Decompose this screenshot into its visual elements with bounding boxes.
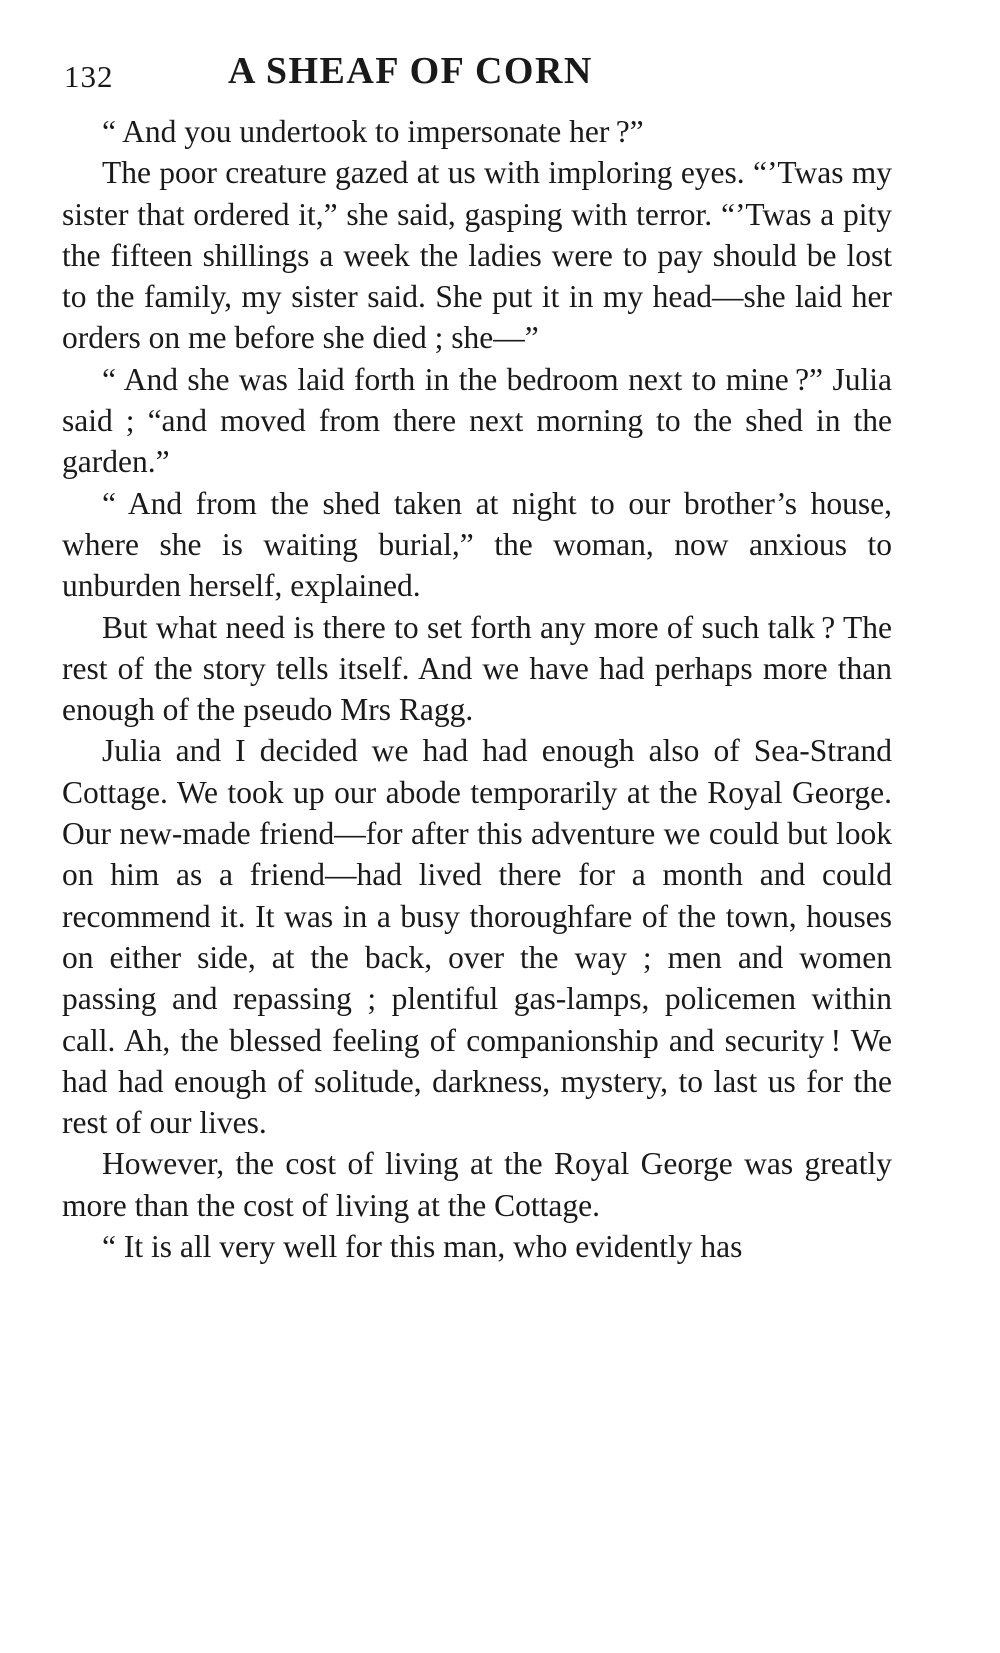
paragraph: Julia and I decided we had had enough also of Sea-Strand Cottage. We took up our abode temporarily at the Royal George. Our new-made friend—for after this adventure we could but look on him as a friend—had lived there for a month and could recommend it. It was in a busy thoroughfare of the town, houses on either side, at the back, over the way ; men and women passing and repassing ; plentiful gas-lamps, policemen within call. Ah, the blessed feeling of companionship and security ! We had had enough of solitude, darkness, mystery, to last us for the rest of our lives.	[62, 733, 892, 1141]
paragraph: “ It is all very well for this man, who evidently has	[102, 1229, 743, 1265]
page-header	[62, 45, 892, 107]
paragraph: The poor creature gazed at us with imploring eyes. “’Twas my sister that ordered it,” she said, gasping with terror. “’Twas a pity the fifteen shillings a week the ladies were to pay should be lost to the family, my sister said. She put it in my head—she laid her orders on me before she died ; she—”	[62, 155, 892, 356]
paragraph: “ And from the shed taken at night to our brother’s house, where she is waiting burial,” the woman, now anxious to unburden herself, explained.	[62, 485, 892, 604]
paragraph: But what need is there to set forth any more of such talk ? The rest of the story tells itself. And we have had perhaps more than enough of the pseudo Mrs Ragg.	[62, 609, 892, 728]
paragraph: “ And you undertook to impersonate her ?”	[102, 114, 644, 149]
book-page	[62, 45, 892, 1267]
paragraph: “ And she was laid forth in the bedroom next to mine ?” Julia said ; “and moved from there next morning to the shed in the garden.”	[62, 361, 892, 480]
body-text	[62, 111, 892, 1267]
paragraph: However, the cost of living at the Royal George was greatly more than the cost of living at the Cottage.	[62, 1146, 892, 1223]
running-title: A SHEAF OF CORN	[228, 50, 593, 92]
page-number: 132	[64, 59, 114, 94]
